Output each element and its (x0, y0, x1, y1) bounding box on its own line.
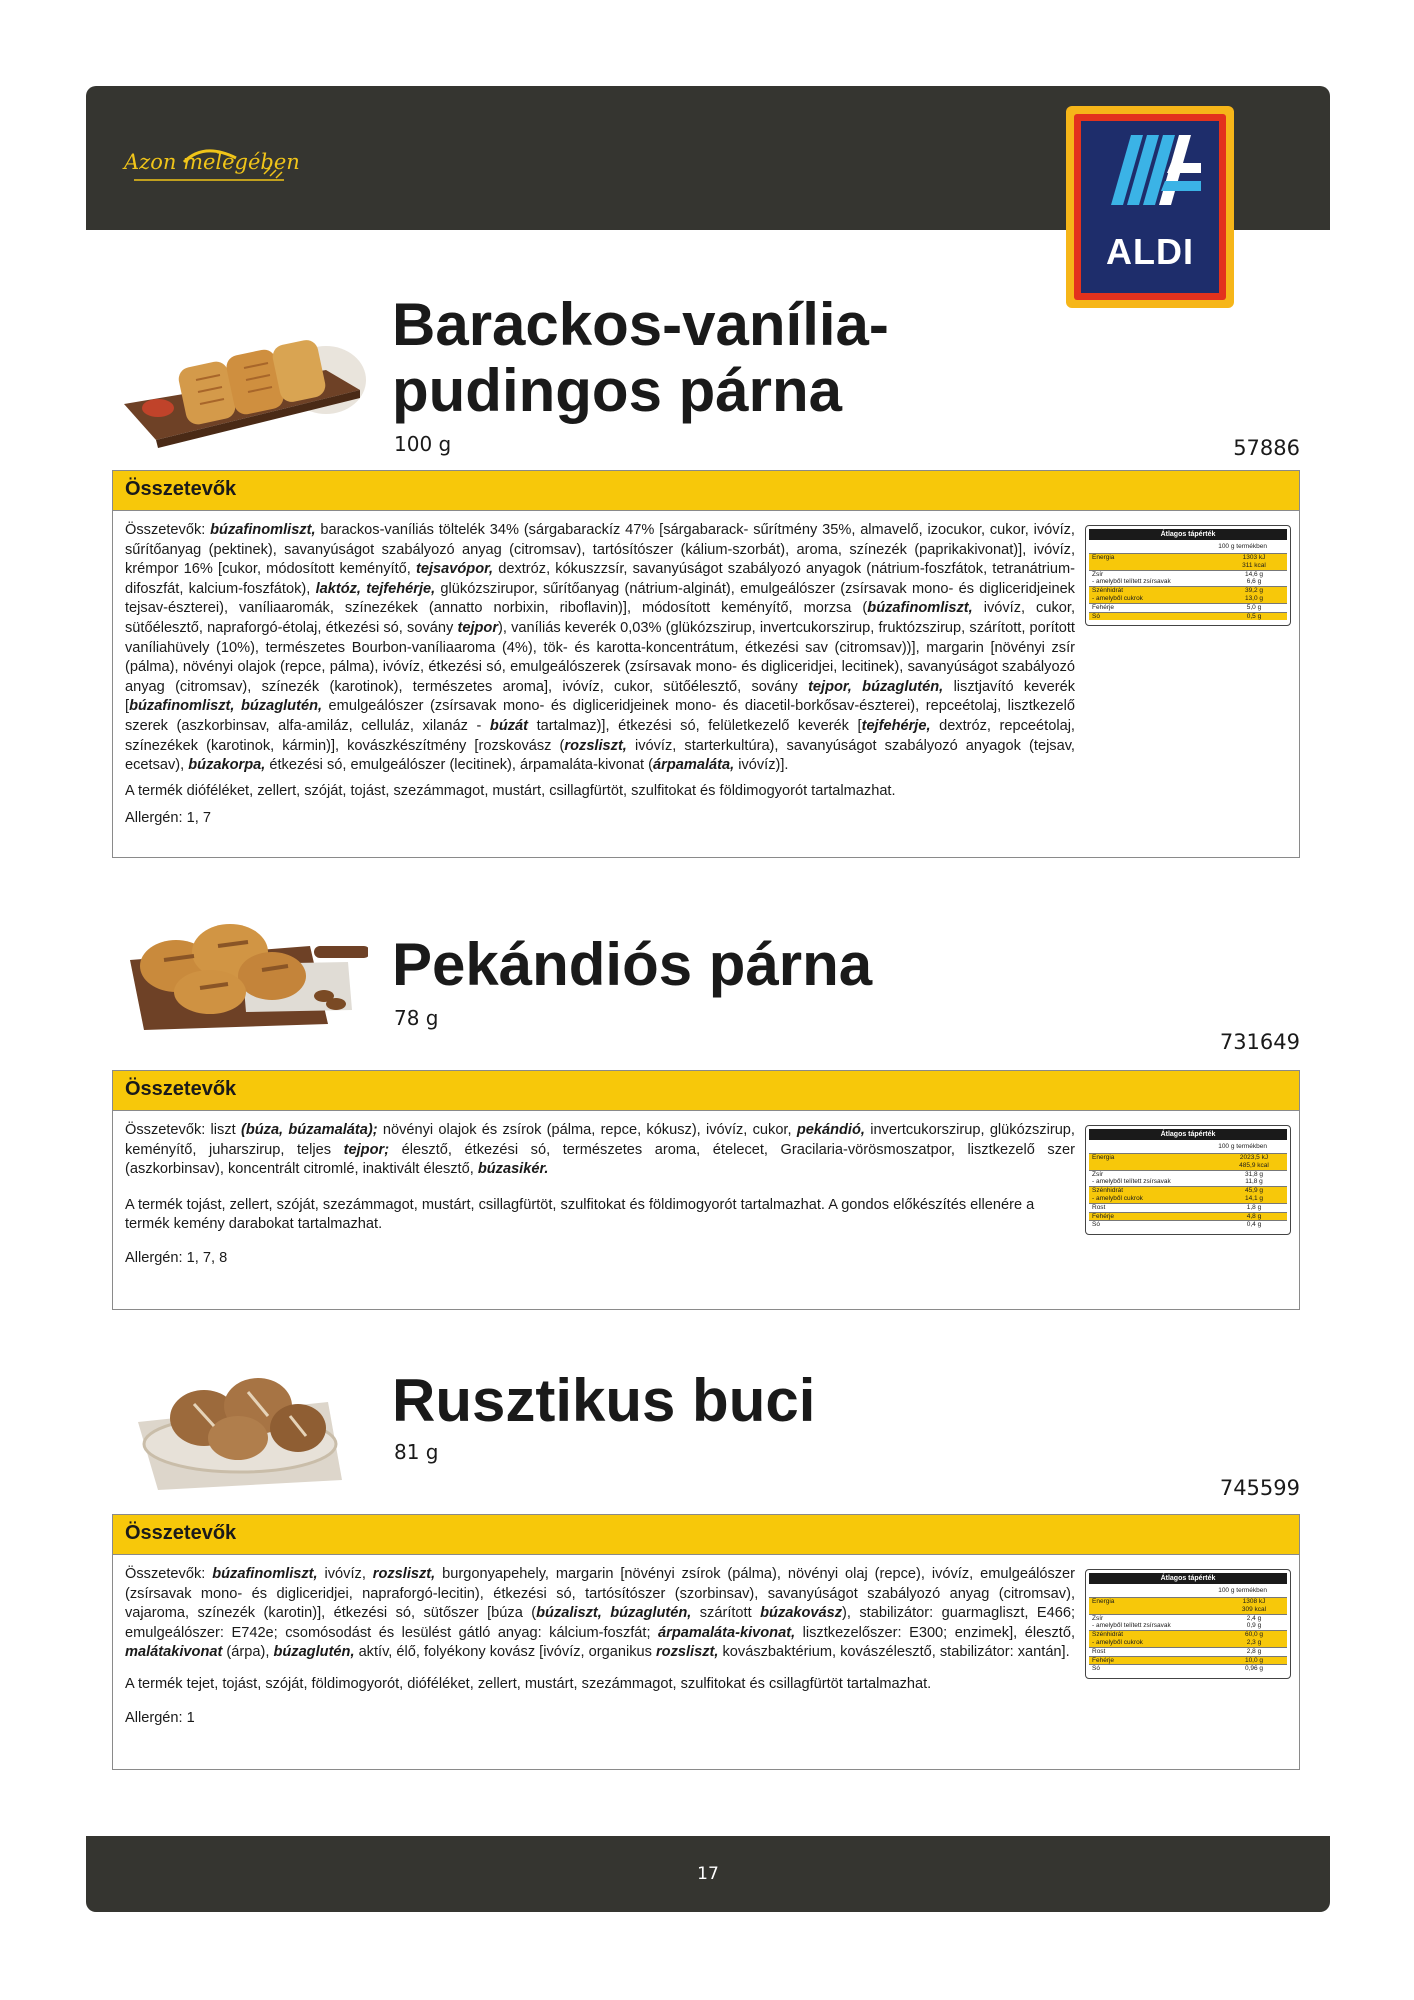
product-title: Rusztikus buci (392, 1367, 816, 1434)
product-code: 745599 (1219, 1476, 1300, 1500)
allergen-ingredient: búzaglutén, (273, 1644, 355, 1661)
nutrition-header: 100 g termékben (1218, 1587, 1267, 1594)
allergen-ingredient: tejsavópor, (416, 561, 494, 578)
allergen-ingredient: tejpor; (343, 1141, 390, 1158)
nutrition-label: Energia (1092, 554, 1115, 561)
ingredient-text: ), stabilizátor: guarmagliszt, E466; emulgeálószer: E742e; csomósodást és lesülést gátló anyag: kálcium-foszfát; (125, 1605, 1076, 1641)
brand-logo (124, 138, 300, 188)
ingredient-text: aktív, élő, folyékony kovász [ivóvíz, organikus (354, 1644, 656, 1661)
product-code: 731649 (1219, 1030, 1300, 1054)
allergen-ingredient: búzakorpa, (188, 757, 266, 774)
product-weight: 81 g (394, 1440, 439, 1464)
ingredient-text: Összetevők: (125, 522, 211, 538)
ingredients-text (125, 1565, 1075, 1663)
allergen-ingredient: rozsliszt, (655, 1644, 719, 1661)
ingredient-text: dextróz, repceétolaj, színezékek (karotinok, kármin)], kovászkészítmény [rozskovász ( (125, 717, 1075, 754)
allergen-info: Allergén: 1, 7, 8 (125, 1249, 228, 1266)
nutrition-value: 1,8 g (1246, 1203, 1262, 1211)
nutrition-row (1089, 570, 1287, 587)
nutrition-label: Zsír - amelyből telített zsírsavak (1092, 1170, 1171, 1186)
nutrition-row (1089, 1647, 1287, 1656)
allergen-ingredient: búzát (489, 717, 529, 734)
ingredients-section (112, 470, 1300, 858)
product-weight: 78 g (394, 1006, 439, 1030)
allergen-info: Allergén: 1, 7 (125, 810, 211, 827)
ingredient-text: ivóvíz, cukor, sütőélesztő, napraforgó-étolaj, étkezési só, sovány (125, 600, 1075, 636)
ingredient-text: glükózszirupor, sűrítőanyag (nátrium-alginát), emulgeálószer (zsírsavak mono- és digliceridjeinek tejsav-észterei), vaníliaaromák, színezékek (annatto norbixin, riboflavin)], módosított keményítő, morzsa ( (125, 580, 1075, 617)
nutrition-label: Zsír - amelyből telített zsírsavak (1092, 1614, 1171, 1630)
nutrition-value: 2,4 g 0,9 g (1246, 1614, 1262, 1630)
nutrition-value: 31,8 g 11,8 g (1244, 1170, 1264, 1186)
ingredient-text: ivóvíz, (317, 1566, 373, 1582)
nutrition-label: Rost (1092, 1647, 1106, 1655)
nutrition-row (1089, 612, 1287, 621)
product-title-line: Barackos-vanília- (392, 291, 889, 358)
nutrition-row (1089, 1170, 1287, 1187)
allergen-ingredient: búzasikér. (477, 1161, 549, 1178)
nutrition-label: Só (1092, 1665, 1100, 1673)
nutrition-row (1089, 1656, 1287, 1665)
nutrition-row (1089, 1212, 1287, 1221)
allergen-info: Allergén: 1 (125, 1709, 195, 1726)
nutrition-label: Energia (1092, 1598, 1115, 1605)
ingredient-text: kovászbaktérium, kovászélesztő, stabilizátor: xantán]. (718, 1644, 1070, 1661)
product-weight: 100 g (394, 432, 452, 456)
nutrition-label: Rost (1092, 1203, 1106, 1211)
nutrition-label: Szénhidrát - amelyből cukrok (1092, 1631, 1143, 1646)
pastry-image (124, 900, 368, 1034)
ingredient-text: ivóvíz, starterkultúra), savanyúságot szabályozó anyagok (tejsav, ecetsav), (125, 737, 1075, 774)
allergen-ingredient: tejpor, búzaglutén, (808, 678, 944, 695)
allergen-ingredient: (búza, búzamaláta); (240, 1122, 378, 1138)
allergen-ingredient: tejfehérje, (861, 717, 931, 734)
allergen-ingredient: rozsliszt, (372, 1566, 436, 1582)
nutrition-value: 2,8 g (1246, 1647, 1262, 1655)
allergen-ingredient: árpamaláta, (653, 757, 735, 774)
ingredients-text (125, 521, 1075, 776)
nutrition-value: 10,0 g (1244, 1656, 1264, 1664)
nutrition-row (1089, 1597, 1287, 1614)
nutrition-row (1089, 553, 1287, 570)
ingredient-text: szárított (691, 1605, 761, 1622)
aldi-stripes-icon (1101, 135, 1201, 225)
nutrition-row (1089, 1614, 1287, 1631)
nutrition-label: Só (1092, 612, 1100, 620)
nutrition-value: 1308 kJ 309 kcal (1241, 1598, 1267, 1613)
nutrition-row (1089, 586, 1287, 603)
footer-bar (86, 1836, 1330, 1912)
ingredient-text: (árpa), (222, 1644, 274, 1661)
nutrition-table (1085, 1125, 1291, 1235)
product-code: 57886 (1233, 436, 1300, 460)
nutrition-header: 100 g termékben (1218, 1143, 1267, 1150)
allergen-ingredient: laktóz, tejfehérje, (315, 580, 436, 597)
nutrition-value: 60,0 g 2,3 g (1244, 1631, 1264, 1646)
ingredients-text (125, 1121, 1075, 1180)
nutrition-header: 100 g termékben (1218, 543, 1267, 550)
ingredient-text: ivóvíz)]. (734, 757, 789, 774)
product-title (392, 292, 889, 424)
nutrition-label: Só (1092, 1221, 1100, 1229)
ingredients-section (112, 1070, 1300, 1310)
nutrition-row (1089, 1630, 1287, 1647)
ingredient-text: élesztő, étkezési só, természetes aroma, ételecet, Gracilaria-vörösmoszatpor, lisztkezelő szer (aszkorbinsav), koncentrált citromlé, inaktivált élesztő, (125, 1141, 1075, 1178)
section-title: Összetevők (113, 1071, 1299, 1111)
nutrition-value: 2023,5 kJ 485,9 kcal (1239, 1154, 1269, 1169)
allergen-ingredient: búzaliszt, búzaglutén, (536, 1605, 692, 1622)
nutrition-value: 14,6 g 6,6 g (1244, 570, 1264, 586)
nutrition-row (1089, 1153, 1287, 1170)
nutrition-table (1085, 525, 1291, 626)
nutrition-value: 0,4 g (1246, 1221, 1262, 1229)
nutrition-value: 1303 kJ 311 kcal (1242, 554, 1266, 569)
nutrition-row (1089, 1664, 1287, 1673)
nutrition-title: Átlagos tápérték (1089, 1129, 1287, 1140)
nutrition-title: Átlagos tápérték (1089, 529, 1287, 540)
nutrition-label: Zsír - amelyből telített zsírsavak (1092, 570, 1171, 586)
ingredient-text: lisztkezelőszer: E300; enzimek], élesztő, (795, 1624, 1076, 1641)
allergen-ingredient: búzakovász (760, 1605, 843, 1622)
section-title: Összetevők (113, 1515, 1299, 1555)
allergen-ingredient: árpamaláta-kivonat, (658, 1624, 796, 1641)
nutrition-value: 39,2 g 13,0 g (1244, 587, 1264, 602)
nutrition-table (1085, 1569, 1291, 1679)
allergen-ingredient: rozsliszt, (564, 737, 627, 754)
ingredient-text: dextróz, kókuszzsír, savanyúságot szabályozó anyagok (nátrium-foszfátok, tetranátrium-difoszfát, kalcium-foszfátok), (125, 561, 1076, 597)
allergen-ingredient: tejpor (457, 619, 499, 636)
aldi-logo (1066, 106, 1234, 308)
ingredient-text: növényi olajok és zsírok (pálma, repce, kókusz), ivóvíz, cukor, (377, 1122, 797, 1138)
nutrition-row (1089, 1203, 1287, 1212)
ingredient-text: barackos-vaníliás töltelék 34% (sárgabarackíz 47% [sárgabarack- sűrítmény 35%, almavelő, izocukor, cukor, ivóvíz, sűrítőanyag (pektinek), savanyúságot szabályozó anyag (citromsav), tartósítószer (kálium-szorbát), aroma, színezék (paprikakivonat)], ivóvíz, krémpor 16% [cukor, módosított keményítő, (125, 522, 1075, 578)
may-contain-note: A termék dióféléket, zellert, szóját, tojást, szezámmagot, mustárt, csillagfürtöt, szulfitokat és földimogyorót tartalmazhat. (125, 782, 896, 799)
ingredients-section (112, 1514, 1300, 1770)
ingredient-text: emulgeálószer (zsírsavak mono- és digliceridjeinek mono- és diacetil-borkősav-észterei), repceétolaj, lisztkezelő szerek (aszkorbinsav, alfa-amiláz, celluláz, xilanáz - (125, 698, 1075, 734)
nutrition-row (1089, 1220, 1287, 1229)
allergen-ingredient: búzafinomliszt, búzaglutén, (129, 698, 323, 715)
ingredient-text: invertcukorszirup, glükózszirup, keményítő, juharszirup, teljes (125, 1122, 1075, 1158)
nutrition-value: 45,9 g 14,1 g (1244, 1187, 1264, 1202)
section-title: Összetevők (113, 471, 1299, 511)
nutrition-value: 5,0 g (1246, 603, 1262, 611)
nutrition-value: 0,96 g (1244, 1665, 1264, 1673)
ingredient-text: tartalmaz)], étkezési só, felületkezelő keverék [ (528, 717, 862, 734)
may-contain-note: A termék tojást, zellert, szóját, szezámmagot, mustárt, csillagfürtöt, szulfitokat és földimogyorót tartalmazhat. A gondos előkészítés ellenére a termék kemény darabokat tartalmazhat. (125, 1196, 1035, 1233)
nutrition-label: Szénhidrát - amelyből cukrok (1092, 1187, 1143, 1202)
nutrition-row (1089, 603, 1287, 612)
nutrition-row (1089, 1186, 1287, 1203)
allergen-ingredient: búzafinomliszt, (210, 522, 316, 538)
ingredient-text: Összetevők: liszt (125, 1122, 241, 1138)
ingredient-text: ), vaníliás keverék 0,03% (glükózszirup, invertcukorszirup, fruktózszirup, szárított, porított vaníliahüvely (10%), természetes Bourbon-vaníliaaroma (4%), tök- és karotta-koncentrátum, étkezési sav (citromsav))], margarin [növényi zsír (pálma), növényi olajok (repce, pálma), ivóvíz, étkezési só, emulgeálószerek (zsírsavak mono- és digliceridjei, lecitinek), savanyúságot szabályozó anyag (citromsav), színezék (karotinok), természetes aroma], ivóvíz, cukor, sütőélesztő, sovány (125, 619, 1075, 695)
nutrition-label: Fehérje (1092, 1212, 1115, 1220)
product-title-line: pudingos párna (392, 357, 842, 424)
product-title: Pekándiós párna (392, 931, 873, 998)
allergen-ingredient: malátakivonat (125, 1644, 223, 1661)
nutrition-value: 4,8 g (1246, 1212, 1262, 1220)
ingredient-text: lisztjavító keverék [ (125, 678, 1075, 715)
nutrition-label: Fehérje (1092, 1656, 1115, 1664)
nutrition-label: Fehérje (1092, 603, 1115, 611)
allergen-ingredient: búzafinomliszt, (867, 600, 973, 617)
bread-roll-image (128, 1352, 348, 1492)
ingredient-text: Összetevők: (125, 1566, 213, 1582)
nutrition-value: 0,5 g (1246, 612, 1262, 620)
allergen-ingredient: búzafinomliszt, (212, 1566, 318, 1582)
pastry-image (116, 320, 368, 448)
nutrition-label: Szénhidrát - amelyből cukrok (1092, 587, 1143, 602)
allergen-ingredient: pekándió, (796, 1122, 865, 1138)
may-contain-note: A termék tejet, tojást, szóját, földimogyorót, dióféléket, zellert, mustárt, szezámmagot, szulfitokat és csillagfürtöt tartalmazhat. (125, 1675, 932, 1692)
ingredient-text: burgonyapehely, margarin [növényi zsírok (pálma), növényi olaj (repce), ivóvíz, emulgeálószer (zsírsavak mono- és digliceridjei, napraforgó-lecitin), étkezési só, tartósítószer (szorbinsav), savanyúságot szabályozó anyag (citromsav), vajaroma, színezék (karotin)], étkezési só, sütőszer [búza ( (125, 1566, 1076, 1622)
page-number: 17 (697, 1864, 719, 1884)
nutrition-label: Energia (1092, 1154, 1115, 1161)
ingredient-text: étkezési só, emulgeálószer (lecitinek), árpamaláta-kivonat ( (265, 757, 654, 774)
aldi-wordmark: ALDI (1106, 231, 1194, 272)
brand-text: Azon melegében (124, 150, 300, 174)
nutrition-title: Átlagos tápérték (1089, 1573, 1287, 1584)
